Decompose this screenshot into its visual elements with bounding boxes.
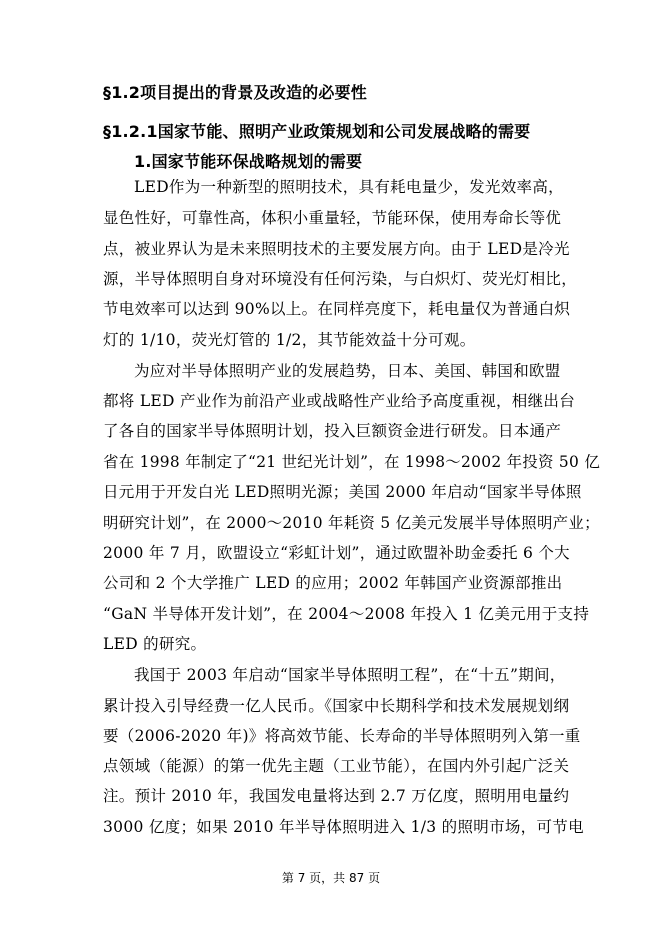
paragraph-line: 我国于 2003 年启动“国家半导体照明工程”，在“十五”期间，	[134, 666, 566, 684]
paragraph-line: 显色性好，可靠性高，体积小重量轻，节能环保，使用寿命长等优	[103, 209, 562, 227]
paragraph-line: 累计投入引导经费一亿人民币。《国家中长期科学和技术发展规划纲	[103, 697, 570, 715]
paragraph-line: LED作为一种新型的照明技术，具有耗电量少，发光效率高，	[134, 178, 564, 196]
paragraph-line: 2000 年 7 月，欧盟设立“彩虹计划”，通过欧盟补助金委托 6 个大	[103, 544, 570, 562]
paragraph-line: “GaN 半导体开发计划”，在 2004～2008 年投入 1 亿美元用于支持	[103, 605, 590, 623]
paragraph-line: 节电效率可以达到 90%以上。在同样亮度下，耗电量仅为普通白炽	[103, 300, 571, 318]
paragraph-line: LED 的研究。	[103, 635, 207, 653]
paragraph-line: 明研究计划”，在 2000～2010 年耗资 5 亿美元发展半导体照明产业；	[103, 514, 600, 532]
paragraph-line: 省在 1998 年制定了“21 世纪光计划”，在 1998～2002 年投资 50 亿	[103, 453, 601, 471]
paragraph-line: 公司和 2 个大学推广 LED 的应用；2002 年韩国产业资源部推出	[103, 574, 563, 592]
paragraph-line: 日元用于开发白光 LED照明光源；美国 2000 年启动“国家半导体照	[103, 483, 582, 501]
page-footer: 第 7 页，共 87 页	[281, 871, 381, 885]
paragraph-line: 点，被业界认为是未来照明技术的主要发展方向。由于 LED是冷光	[103, 240, 570, 258]
paragraph-line: 源，半导体照明自身对环境没有任何污染，与白炽灯、荧光灯相比，	[103, 270, 578, 288]
paragraph-line: 注。预计 2010 年，我国发电量将达到 2.7 万亿度，照明用电量约	[103, 787, 570, 805]
section-heading: §1.2项目提出的背景及改造的必要性	[103, 83, 367, 102]
paragraph-line: 点领域（能源）的第一优先主题（工业节能），在国内外引起广泛关	[103, 757, 570, 775]
paragraph-line: 都将 LED 产业作为前沿产业或战略性产业给予高度重视，相继出台	[103, 392, 575, 410]
paragraph-line: 为应对半导体照明产业的发展趋势，日本、美国、韩国和欧盟	[134, 362, 561, 380]
paragraph-line: 3000 亿度；如果 2010 年半导体照明进入 1/3 的照明市场，可节电	[103, 818, 584, 836]
paragraph-line: 了各自的国家半导体照明计划，投入巨额资金进行研发。日本通产	[103, 422, 562, 440]
paragraph-line: 灯的 1/10，荧光灯管的 1/2，其节能效益十分可观。	[103, 331, 476, 349]
paragraph-line: 要（2006-2020 年)》将高效节能、长寿命的半导体照明列入第一重	[103, 727, 581, 745]
subsection-heading: §1.2.1国家节能、照明产业政策规划和公司发展战略的需要	[103, 122, 531, 141]
item-heading: 1.国家节能环保战略规划的需要	[134, 152, 363, 171]
